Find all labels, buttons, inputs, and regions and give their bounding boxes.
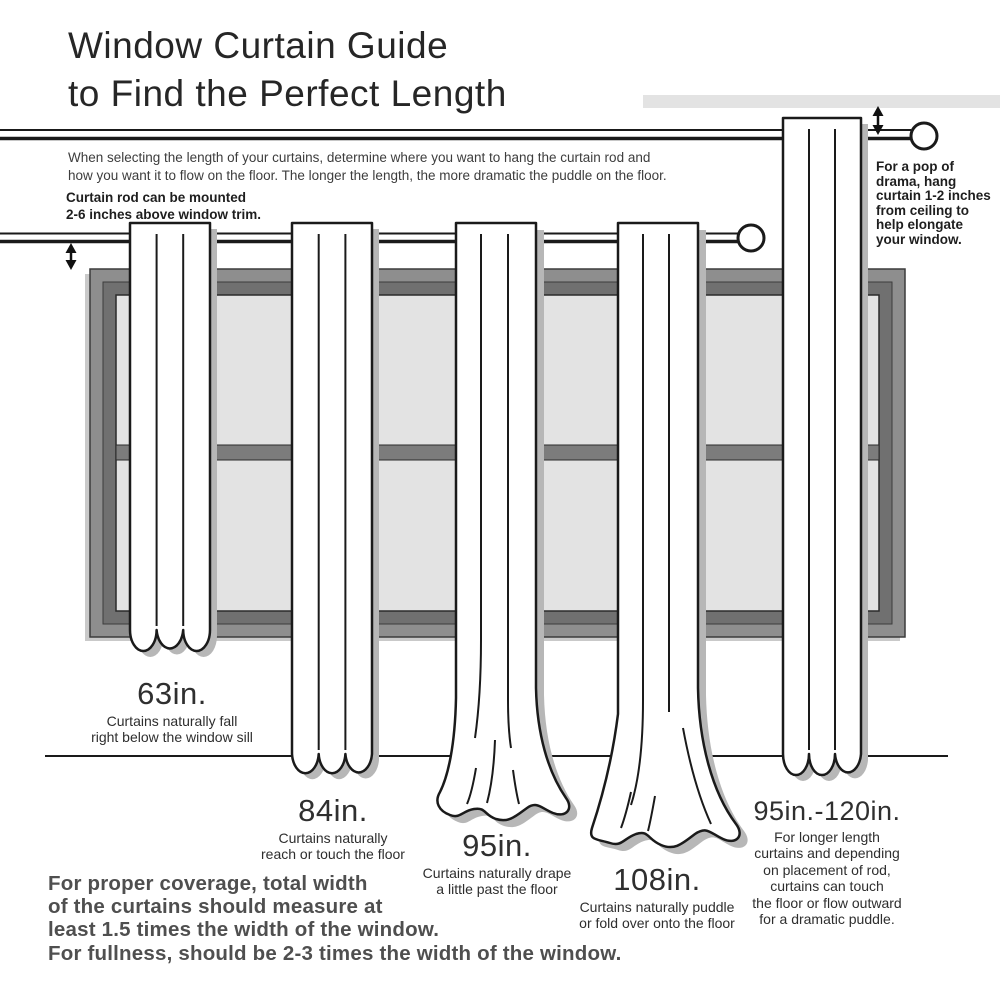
desc-line: a little past the floor [436, 881, 558, 898]
page-title-line-1: Window Curtain Guide [68, 25, 449, 66]
rod-height-arrow-icon [66, 243, 77, 270]
ceiling-note-line: drama, hang [876, 173, 957, 189]
footer-line: least 1.5 times the width of the window. [48, 918, 440, 942]
window-rod-finial [738, 225, 764, 251]
ceiling-note-line: your window. [876, 231, 962, 247]
curtain-length-95in-120in: 95in.-120in. [753, 796, 901, 826]
desc-line: Curtains naturally fall [106, 713, 238, 729]
curtain-label-63in [42, 678, 302, 746]
ceiling-drama-note [876, 160, 1000, 248]
desc-line: Curtains naturally puddle [579, 899, 735, 915]
ceiling-note-line: For a pop of [876, 159, 954, 174]
curtain-desc-63in [42, 713, 302, 746]
curtain-84in [292, 223, 379, 779]
desc-line: reach or touch the floor [261, 846, 405, 863]
ceiling-note-line: from ceiling to [876, 202, 970, 218]
intro-paragraph [68, 149, 667, 184]
curtain-length-84in: 84in. [298, 793, 368, 828]
curtain-length-108in: 108in. [613, 862, 701, 897]
curtain-length-63in: 63in. [137, 676, 207, 711]
desc-line: on placement of rod, [763, 861, 891, 878]
desc-line: For longer length [774, 829, 880, 845]
ceiling-rod-finial [911, 123, 937, 149]
ceiling-note-line: help elongate [876, 217, 964, 233]
desc-line: Curtains naturally [278, 830, 388, 846]
desc-line: the floor or flow outward [752, 894, 902, 911]
ceiling-bar [643, 95, 1000, 108]
desc-line: for a dramatic puddle. [759, 911, 895, 928]
rod-mount-note-line-1: Curtain rod can be mounted [66, 190, 247, 205]
desc-line: Curtains naturally drape [422, 865, 572, 881]
curtain-label-95in-120in [732, 796, 922, 927]
curtain-63in [130, 223, 217, 657]
intro-line-1: When selecting the length of your curtains, determine where you want to hang the curtain rod and [68, 150, 651, 165]
ceiling-note-line: curtain 1-2 inches [876, 188, 991, 204]
curtain-desc-95in-120in [732, 829, 922, 927]
rod-mount-note [66, 189, 261, 223]
curtain-84in-panel [292, 223, 372, 773]
footer-line: For fullness, should be 2-3 times the width of the window. [48, 941, 622, 965]
footer-line: of the curtains should measure at [48, 895, 383, 919]
desc-line: or fold over onto the floor [579, 915, 735, 932]
page-title-line-2: to Find the Perfect Length [68, 73, 507, 114]
rod-mount-note-line-2: 2-6 inches above window trim. [66, 207, 262, 222]
intro-line-2: how you want it to flow on the floor. The longer the length, the more dramatic the puddle on the floor. [68, 167, 667, 183]
curtain-95in-120in [783, 118, 868, 781]
desc-line: right below the window sill [91, 729, 253, 746]
desc-line: curtains and depending [754, 845, 900, 862]
curtain-63in-panel [130, 223, 210, 651]
coverage-footer [48, 872, 621, 965]
curtain-length-95in: 95in. [462, 828, 532, 863]
footer-line: For proper coverage, total width [48, 872, 368, 895]
page-title [68, 22, 507, 118]
desc-line: curtains can touch [770, 878, 884, 895]
curtain-95in-120in-panel [783, 118, 861, 775]
